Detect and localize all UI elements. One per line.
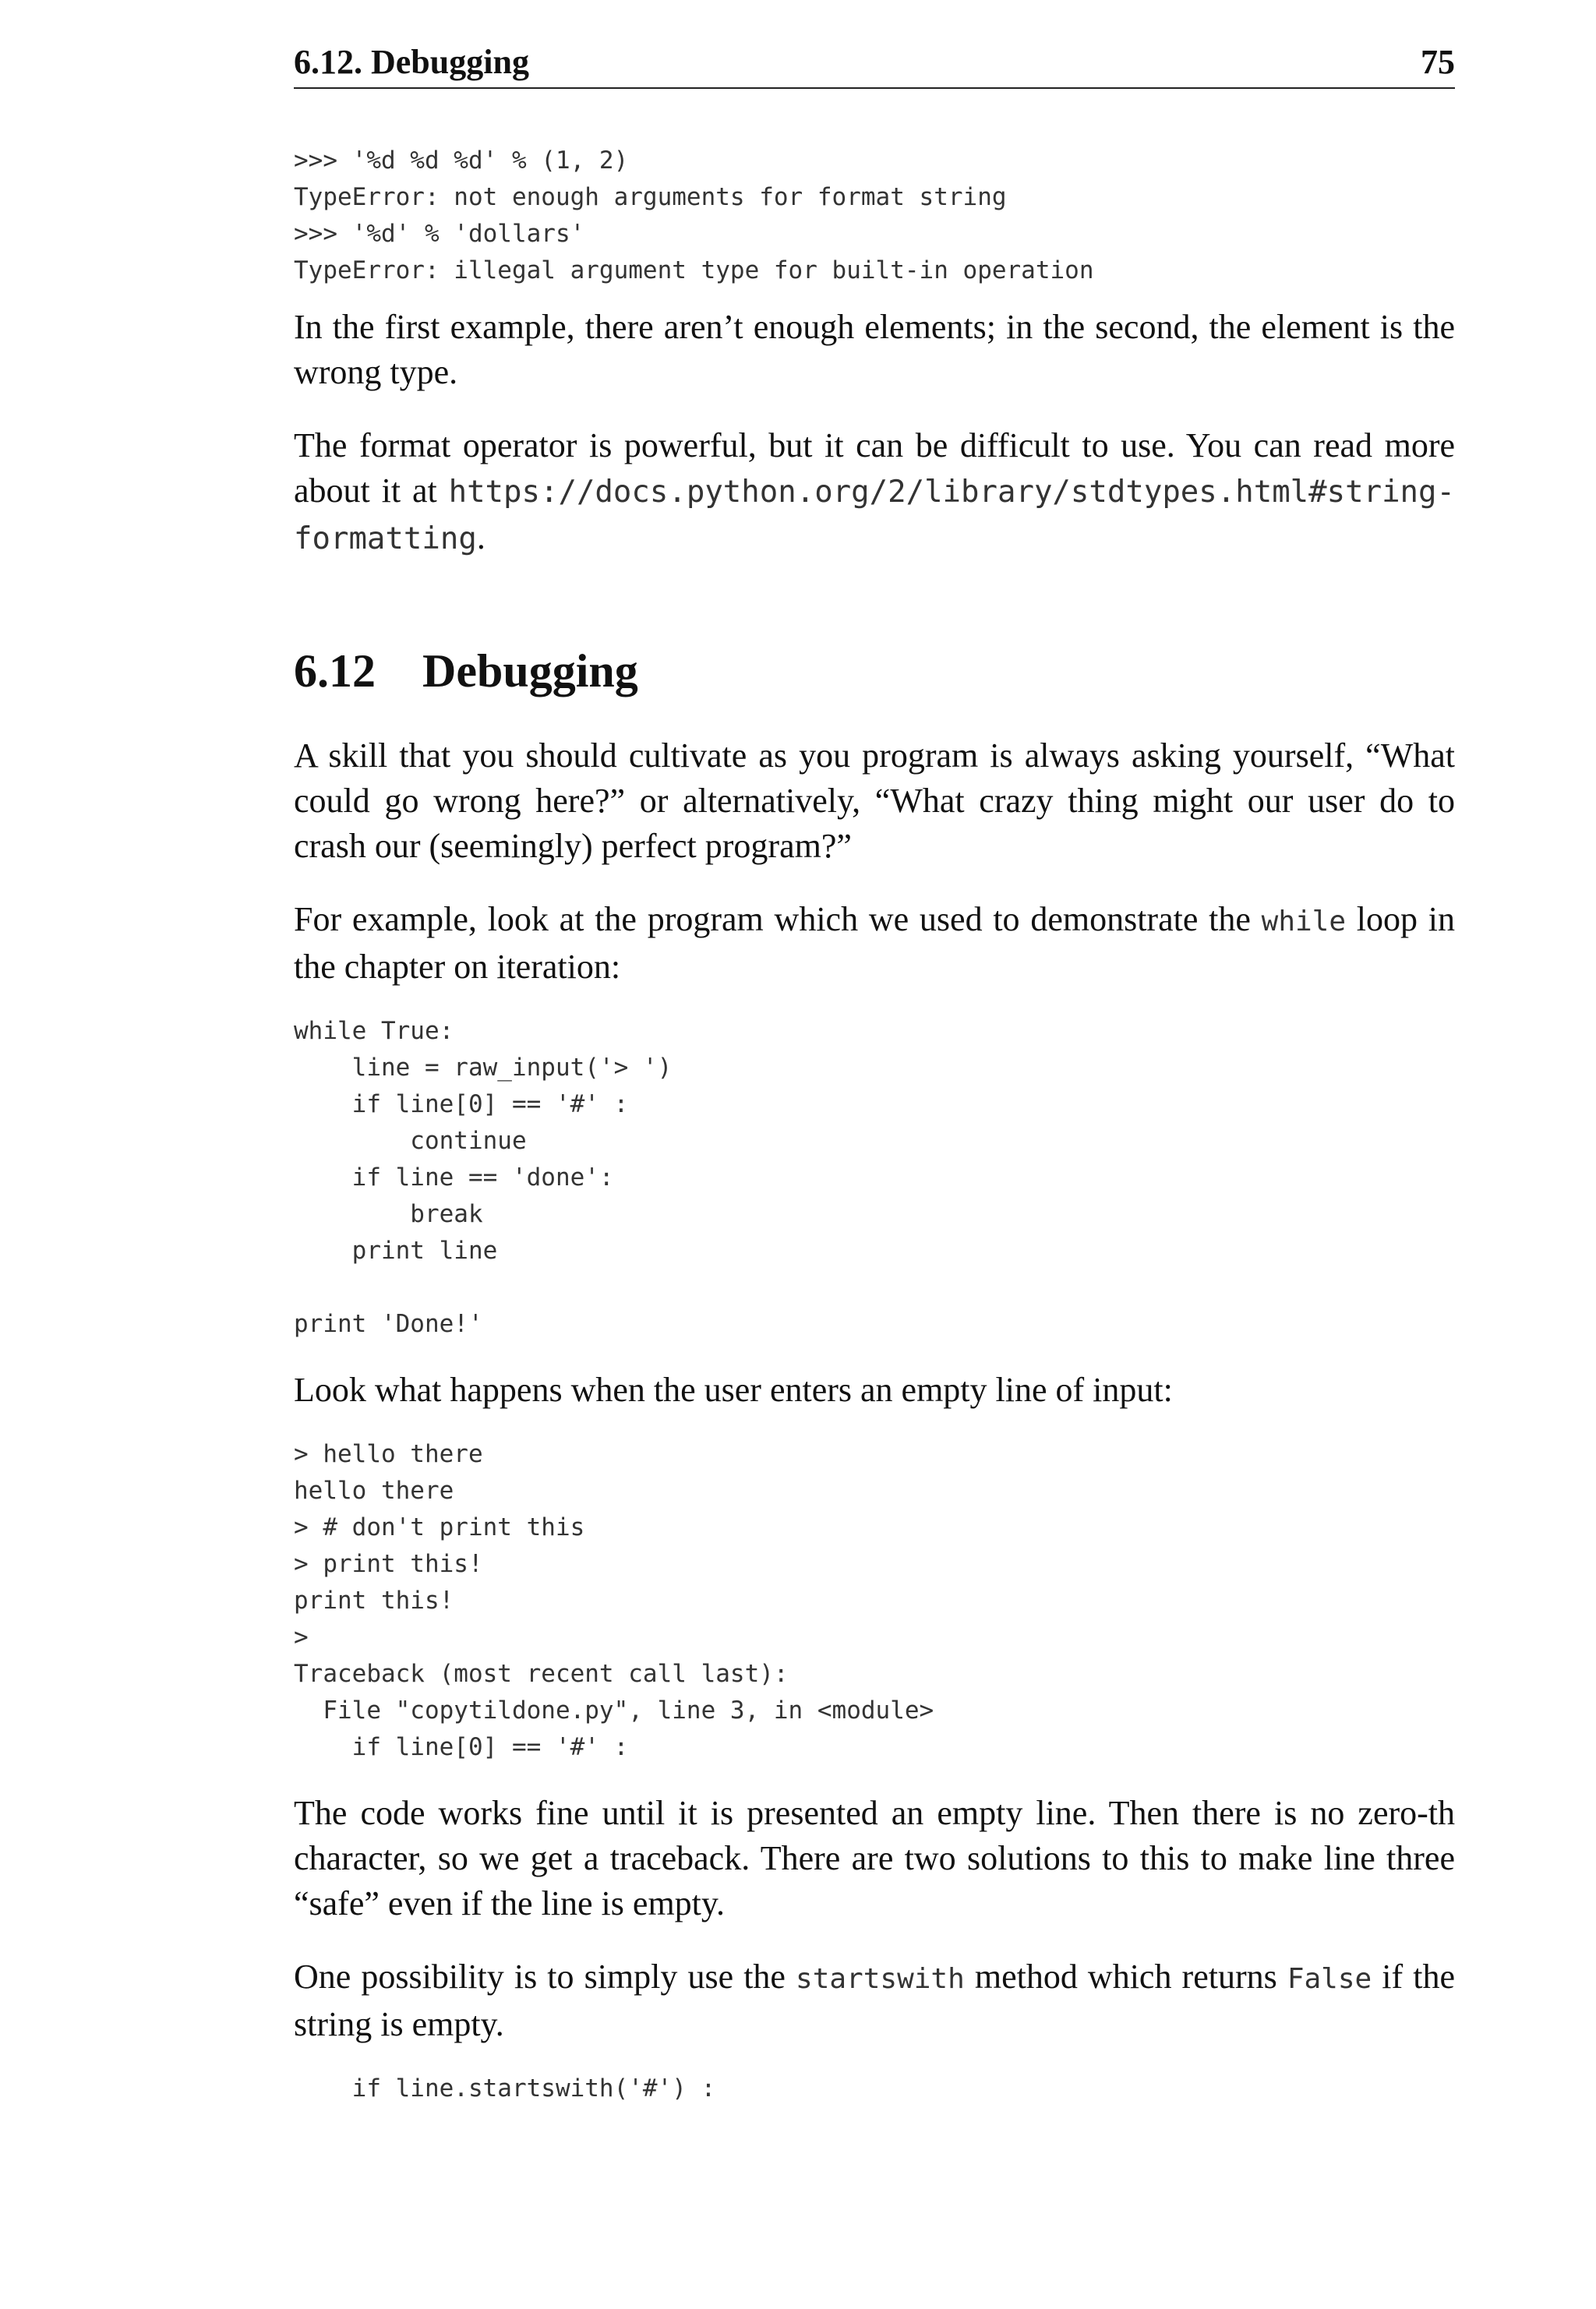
header-section-title: 6.12. Debugging [294, 43, 529, 81]
paragraph-skill: A skill that you should cultivate as you program is always asking yourself, “What could go wrong here?” or alternatively, “What crazy thing might our user do to crash our (seemingly) perfect program?” [294, 736, 1455, 865]
paragraph-startswith [294, 1954, 1455, 2047]
paragraph-text: The format operator is powerful, but it can be difficult to use. You can read more about it at [294, 426, 1455, 510]
code-block-traceback [294, 1436, 1455, 1766]
code-line: print 'Done!' [294, 1310, 483, 1338]
code-block-while-loop [294, 1013, 1455, 1343]
paragraph-empty-line: Look what happens when the user enters an empty line of input: [294, 1371, 1173, 1409]
code-line: break [410, 1200, 483, 1228]
inline-code-while: while [1261, 906, 1347, 937]
code-line: TypeError: illegal argument type for built-in operation [294, 256, 1094, 284]
code-line: if line[0] == '#' : [351, 1090, 629, 1118]
paragraph-end: . [476, 518, 486, 556]
paragraph-text: loop in the chapter on iteration: [294, 900, 1455, 986]
code-line: print this! [294, 1587, 454, 1615]
inline-code-false: False [1287, 1963, 1372, 1995]
paragraph-while-example [294, 897, 1455, 990]
code-line: line = raw_input('> ') [351, 1054, 673, 1082]
paragraph-text: For example, look at the program which we used to demonstrate the [294, 900, 1262, 938]
inline-code-startswith: startswith [796, 1963, 965, 1995]
paragraph-format-operator [294, 423, 1455, 562]
paragraph-explanation: The code works fine until it is presented an empty line. Then there is no zero-th character, so we get a traceback. There are two solutions to this to make line three “safe” even if the line is empty. [294, 1794, 1455, 1922]
running-header [294, 39, 1455, 89]
code-line: >>> '%d' % 'dollars' [294, 220, 585, 248]
code-line: >>> '%d %d %d' % (1, 2) [294, 147, 629, 175]
code-block-format-errors [294, 143, 1455, 289]
code-line: hello there [294, 1477, 454, 1505]
docs-link[interactable]: https://docs.python.org/2/library/stdtypes.html#string-formatting [294, 475, 1455, 556]
section-number: 6.12 [294, 645, 376, 697]
code-line: if line == 'done': [351, 1163, 614, 1192]
paragraph-text: method which returns [964, 1958, 1287, 1996]
code-block-startswith [294, 2071, 1455, 2107]
code-line: while True: [294, 1017, 454, 1045]
paragraph-text: if the string is empty. [294, 1958, 1455, 2043]
code-line: > # don't print this [294, 1513, 585, 1541]
code-line: > hello there [294, 1440, 483, 1468]
code-line: continue [410, 1127, 527, 1155]
code-line: File "copytildone.py", line 3, in <module> [323, 1696, 934, 1725]
section-heading [294, 640, 1455, 702]
code-line: if line[0] == '#' : [294, 1733, 629, 1761]
code-line: TypeError: not enough arguments for format string [294, 183, 1007, 211]
code-line: if line.startswith('#') : [294, 2074, 716, 2102]
page-content [294, 143, 1455, 2107]
code-line: > print this! [294, 1550, 483, 1578]
code-line: print line [351, 1237, 498, 1265]
section-title: Debugging [422, 645, 638, 697]
paragraph-format-errors-explanation: In the first example, there aren’t enough elements; in the second, the element is the wrong type. [294, 308, 1455, 391]
code-line: Traceback (most recent call last): [294, 1660, 789, 1688]
code-line: > [294, 1623, 309, 1651]
page-number: 75 [1421, 43, 1455, 81]
paragraph-text: One possibility is to simply use the [294, 1958, 796, 1996]
